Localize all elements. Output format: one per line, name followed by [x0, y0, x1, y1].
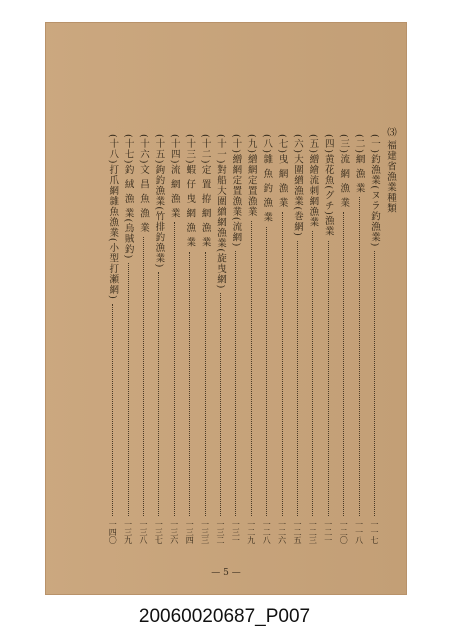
toc-leader-dots — [220, 293, 221, 516]
toc-page-number: 一二九 — [246, 520, 256, 544]
toc-page-number: 一三九 — [123, 520, 133, 544]
toc-page-number: 一三二 — [216, 520, 225, 544]
toc-entry-title: (一)釣漁業(ヌラ釣漁業) — [369, 134, 380, 248]
document-page — [45, 22, 407, 595]
toc-entry-title: (六)大圍繒漁業(巻網) — [292, 134, 303, 237]
toc-leader-dots — [251, 221, 252, 516]
toc-entry-title: (九)繒網定置漁業 — [245, 134, 257, 217]
toc-leader-dots — [174, 222, 175, 516]
toc-entry-title: (十五)鉤釣漁業(竹排釣漁業) — [153, 134, 165, 269]
toc-leader-dots — [374, 251, 375, 516]
toc-entry-title: (十)繒網定置漁業(流網) — [230, 134, 242, 248]
toc-entry-title: (十六)文 昌 魚 漁 業 — [138, 134, 149, 233]
toc-page-number: 一三三 — [200, 520, 210, 544]
toc-page-number: 一一七 — [370, 520, 379, 544]
toc-leader-dots — [128, 263, 129, 516]
toc-page-number: 一二三 — [308, 520, 318, 544]
toc-entry-title: (二)網 漁 業 — [353, 134, 365, 194]
toc-leader-dots — [343, 212, 344, 516]
toc-entry-title: (八)雜 魚 釣 漁 業 — [261, 134, 273, 223]
toc-page-number: 一二五 — [293, 520, 302, 544]
toc-leader-dots — [359, 197, 360, 516]
toc-page-number: 一二六 — [277, 520, 287, 544]
toc-leader-dots — [189, 252, 190, 516]
toc-leader-dots — [112, 304, 113, 516]
toc-leader-dots — [312, 231, 313, 516]
toc-entry-title: (十七)釣 絨 漁 業(烏賊釣) — [122, 134, 134, 260]
toc-leader-dots — [297, 241, 298, 516]
toc-entry-title: (十四)流 網 漁 業 — [168, 134, 180, 219]
toc-page-number: 一三七 — [154, 520, 164, 544]
section-title: 福建省漁業種類 — [385, 140, 396, 214]
toc-entry-title: (五)繒繪流刺網漁業 — [307, 134, 319, 228]
toc-page-number: 一三八 — [139, 520, 148, 544]
toc-entry-title: (十三)蝦 仔 曳 網 漁 業 — [184, 134, 196, 248]
toc-leader-dots — [205, 252, 206, 516]
toc-leader-dots — [282, 212, 283, 516]
toc-page-number: 一二〇 — [339, 520, 349, 544]
toc-entry-title: (三)流 網 漁 業 — [338, 134, 350, 208]
toc-page-number: 一二八 — [262, 520, 272, 544]
toc-page-number: 一三四 — [185, 520, 195, 544]
toc-entry-title: (四)黄花魚(グチ)漁業 — [322, 134, 334, 237]
toc-leader-dots — [158, 272, 159, 516]
toc-entry-title: (十二)定 置 拵 網 漁 業 — [199, 134, 211, 248]
toc-leader-dots — [328, 241, 329, 516]
toc-entry-title: (七)曳 網 漁 業 — [276, 134, 288, 208]
toc-leader-dots — [266, 227, 267, 516]
toc-leader-dots — [235, 251, 236, 516]
toc-page-number: 一三六 — [169, 520, 179, 544]
toc-page-number: 一一八 — [354, 520, 364, 544]
image-caption: 20060020687_P007 — [138, 606, 311, 627]
toc-leader-dots — [143, 237, 144, 516]
toc-page-number: 一二一 — [323, 520, 333, 544]
toc-entry-title: (十八)打爪網雜魚漁業(小型打瀬網) — [107, 134, 119, 300]
toc-page-number: 一三一 — [231, 520, 241, 544]
toc-page-number: 一四〇 — [108, 520, 118, 544]
toc-entry-title: (十一)對船大圍繒網漁業(旋曳網) — [215, 134, 226, 290]
section-label: ⑶ — [385, 127, 396, 138]
page-number-footer: — 5 — — [211, 568, 241, 578]
